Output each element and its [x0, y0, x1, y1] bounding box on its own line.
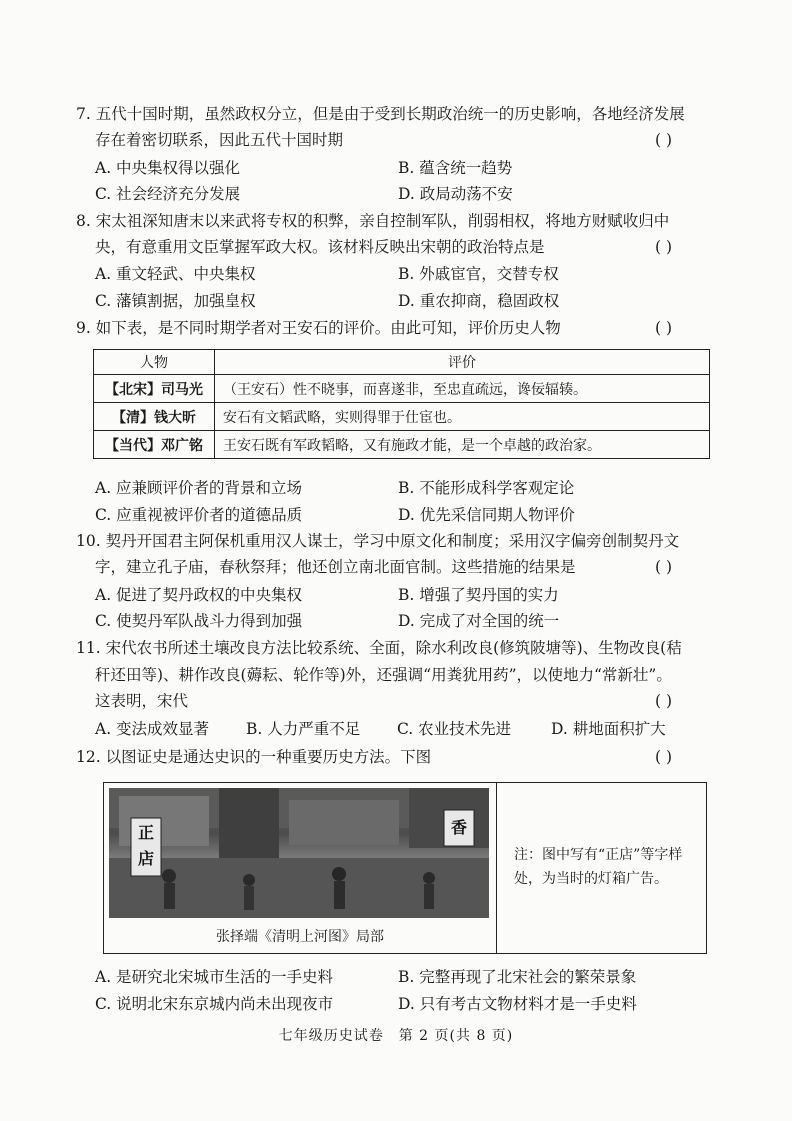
q7-stem-line2: 存在着密切联系，因此五代十国时期 [95, 131, 344, 149]
q10-option-b: B. 增强了契丹国的实力 [398, 586, 559, 604]
q12-option-c: C. 说明北宋东京城内尚未出现夜市 [95, 995, 334, 1013]
q7-option-b: B. 蕴含统一趋势 [398, 159, 513, 177]
page-footer: 七年级历史试卷 第 2 页(共 8 页) [278, 1028, 514, 1044]
table-row [94, 375, 710, 403]
table-cell-person: 【当代】邓广铭 [94, 431, 215, 459]
qingming-painting-image [109, 788, 489, 918]
q8-option-c: C. 藩镇割据，加强皇权 [95, 292, 256, 310]
q10-option-c: C. 使契丹军队战斗力得到加强 [95, 612, 303, 630]
q9-option-a: A. 应兼顾评价者的背景和立场 [95, 479, 303, 497]
q12-option-b: B. 完整再现了北宋社会的繁荣景象 [398, 968, 637, 986]
q10-option-d: D. 完成了对全国的统一 [398, 612, 560, 630]
q9-option-c: C. 应重视被评价者的道德品质 [95, 506, 303, 524]
q9-stem-line1: 9. 如下表，是不同时期学者对王安石的评价。由此可知，评价历史人物 [76, 319, 561, 337]
q12-option-d: D. 只有考古文物材料才是一手史料 [398, 995, 637, 1013]
q8-option-b: B. 外戚宦官，交替专权 [398, 265, 559, 283]
q11-stem-line1: 11. 宋代农书所述土壤改良方法比较系统、全面，除水利改良(修筑陂塘等)、生物改良(秸 [76, 639, 682, 657]
q10-stem-line2: 字，建立孔子庙，春秋祭拜；他还创立南北面官制。这些措施的结果是 [95, 558, 576, 576]
q7-answer-blank[interactable]: ( ) [655, 131, 673, 149]
q7-option-c: C. 社会经济充分发展 [95, 185, 241, 203]
q10-answer-blank[interactable]: ( ) [655, 558, 673, 576]
table-cell-evaluation: 王安石既有军政韬略，又有施政才能，是一个卓越的政治家。 [215, 431, 710, 459]
q7-option-a: A. 中央集权得以强化 [95, 159, 241, 177]
q11-answer-blank[interactable]: ( ) [655, 692, 673, 710]
figure-note: 注：图中写有“正店”等字样处，为当时的灯箱广告。 [514, 847, 683, 887]
q12-stem-line1: 12. 以图证史是通达史识的一种重要历史方法。下图 [76, 748, 432, 766]
table-row [94, 403, 710, 431]
q11-option-c: C. 农业技术先进 [397, 720, 512, 738]
table-cell-evaluation: 安石有文韬武略，实则得罪于仕宦也。 [215, 403, 710, 431]
figure-divider [496, 783, 497, 953]
figure-box [103, 782, 707, 954]
q12-option-a: A. 是研究北宋城市生活的一手史料 [95, 968, 334, 986]
q11-option-d: D. 耕地面积扩大 [551, 720, 666, 738]
table-header-row [94, 350, 710, 375]
table-header-evaluation: 评价 [215, 350, 710, 375]
q9-answer-blank[interactable]: ( ) [655, 319, 673, 337]
table-row [94, 431, 710, 459]
q11-stem-line3: 这表明，宋代 [95, 692, 189, 710]
table-cell-evaluation: （王安石）性不晓事，而喜遂非，至忠直疏远，谗佞辐辏。 [215, 375, 710, 403]
q8-option-a: A. 重文轻武、中央集权 [95, 265, 256, 283]
q11-option-b: B. 人力严重不足 [246, 720, 361, 738]
q10-stem-line1: 10. 契丹开国君主阿保机重用汉人谋士，学习中原文化和制度；采用汉字偏旁创制契丹文 [76, 532, 680, 550]
q9-option-d: D. 优先采信同期人物评价 [398, 506, 575, 524]
figure-caption: 张择端《清明上河图》局部 [216, 929, 384, 945]
shop-sign-xiang: 香 [450, 818, 467, 837]
q11-option-a: A. 变法成效显著 [95, 720, 210, 738]
q12-answer-blank[interactable]: ( ) [655, 748, 673, 766]
table-header-person: 人物 [94, 350, 215, 375]
q8-answer-blank[interactable]: ( ) [655, 238, 673, 256]
painting-illustration [109, 788, 489, 918]
q7-stem-line1: 7. 五代十国时期，虽然政权分立，但是由于受到长期政治统一的历史影响，各地经济发展 [76, 105, 685, 123]
table-cell-person: 【北宋】司马光 [94, 375, 215, 403]
q7-option-d: D. 政局动荡不安 [398, 185, 513, 203]
evaluation-table [93, 349, 710, 459]
q11-stem-line2: 秆还田等)、耕作改良(薅耘、轮作等)外，还强调“用粪犹用药”，以使地力“常新壮”。 [95, 666, 672, 684]
table-cell-person: 【清】钱大昕 [94, 403, 215, 431]
q10-option-a: A. 促进了契丹政权的中央集权 [95, 586, 303, 604]
shop-sign-zhengdian: 正店 [137, 823, 154, 868]
q8-option-d: D. 重农抑商，稳固政权 [398, 292, 560, 310]
q8-stem-line2: 央，有意重用文臣掌握军政大权。该材料反映出宋朝的政治特点是 [95, 238, 545, 256]
q9-option-b: B. 不能形成科学客观定论 [398, 479, 575, 497]
q8-stem-line1: 8. 宋太祖深知唐末以来武将专权的积弊，亲自控制军队，削弱相权，将地方财赋收归中 [76, 212, 670, 230]
